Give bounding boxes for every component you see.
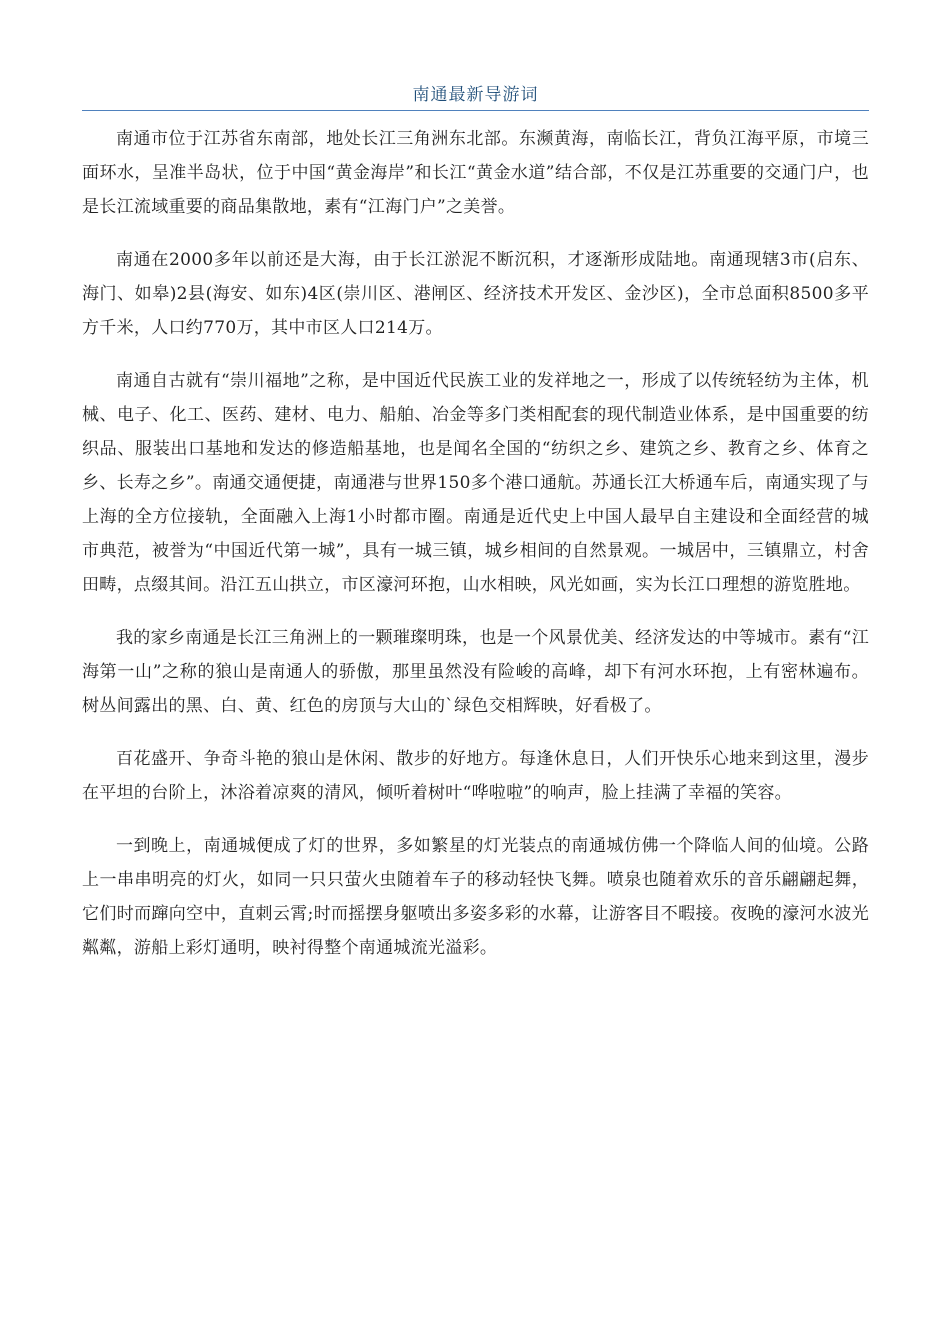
document-title: 南通最新导游词 [412, 85, 539, 105]
paragraph: 百花盛开、争奇斗艳的狼山是休闲、散步的好地方。每逢休息日，人们开快乐心地来到这里，漫步在平坦的台阶上，沐浴着凉爽的清风，倾听着树叶“哗啦啦”的响声，脸上挂满了幸福的笑容。 [82, 749, 869, 803]
document-body [82, 122, 869, 984]
paragraph: 南通自古就有“崇川福地”之称，是中国近代民族工业的发祥地之一，形成了以传统轻纺为主体，机械、电子、化工、医药、建材、电力、船舶、冶金等多门类相配套的现代制造业体系，是中国重要的纺织品、服装出口基地和发达的修造船基地，也是闻名全国的“纺织之乡、建筑之乡、教育之乡、体育之乡、长寿之乡”。南通交通便捷，南通港与世界150多个港口通航。苏通长江大桥通车后，南通实现了与上海的全方位接轨，全面融入上海1小时都市圈。南通是近代史上中国人最早自主建设和全面经营的城市典范，被誉为“中国近代第一城”，具有一城三镇，城乡相间的自然景观。一城居中，三镇鼎立，村舍田畴，点缀其间。沿江五山拱立，市区濠河环抱，山水相映，风光如画，实为长江口理想的游览胜地。 [82, 371, 869, 595]
paragraph: 南通市位于江苏省东南部，地处长江三角洲东北部。东濒黄海，南临长江，背负江海平原，市境三面环水，呈准半岛状，位于中国“黄金海岸”和长江“黄金水道”结合部，不仅是江苏重要的交通门户，也是长江流域重要的商品集散地，素有“江海门户”之美誉。 [82, 129, 869, 217]
paragraph: 南通在2000多年以前还是大海，由于长江淤泥不断沉积，才逐渐形成陆地。南通现辖3市(启东、海门、如皋)2县(海安、如东)4区(崇川区、港闸区、经济技术开发区、金沙区)，全市总面积8500多平方千米，人口约770万，其中市区人口214万。 [82, 250, 869, 338]
paragraph: 一到晚上，南通城便成了灯的世界，多如繁星的灯光装点的南通城仿佛一个降临人间的仙境。公路上一串串明亮的灯火，如同一只只萤火虫随着车子的移动轻快飞舞。喷泉也随着欢乐的音乐翩翩起舞，它们时而蹿向空中，直刺云霄;时而摇摆身躯喷出多姿多彩的水幕，让游客目不暇接。夜晚的濠河水波光粼粼，游船上彩灯通明，映衬得整个南通城流光溢彩。 [82, 836, 869, 958]
paragraph: 我的家乡南通是长江三角洲上的一颗璀璨明珠，也是一个风景优美、经济发达的中等城市。素有“江海第一山”之称的狼山是南通人的骄傲，那里虽然没有险峻的高峰，却下有河水环抱，上有密林遍布。树丛间露出的黑、白、黄、红色的房顶与大山的`绿色交相辉映，好看极了。 [82, 628, 869, 716]
document-header [82, 82, 869, 111]
